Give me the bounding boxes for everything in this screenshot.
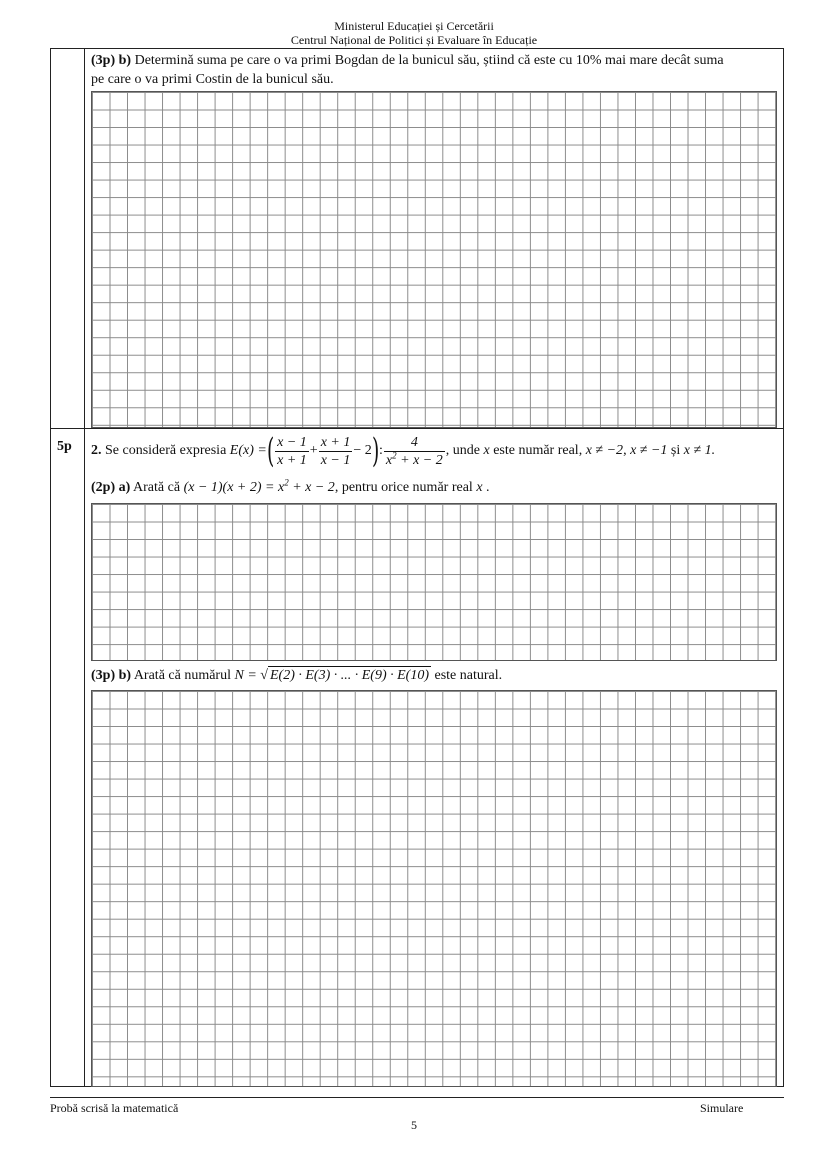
fraction-1-numerator: x − 1 <box>277 434 307 450</box>
q2a-text: Arată că <box>133 480 181 495</box>
q2-statement: 2. Se consideră expresia E(x) = ( $\frac{x - 1}{x + 1}$ + $\frac{x + 1}{x - 1}$ − 2 ) : $\frac{4}{x^2 + x - 2}$ , unde x este număr real, x ≠ −2 , x ≠ −1 și x ≠ 1. <box>91 431 716 471</box>
fraction-3 <box>384 434 445 469</box>
q2-condition-text: , unde <box>445 443 480 458</box>
q2a-var: x <box>476 480 483 495</box>
q1b-label: b) <box>118 53 132 68</box>
close-paren: ) <box>371 431 380 471</box>
q2-cond-1: x ≠ −2 <box>585 443 624 458</box>
q2-cond-and: și <box>670 443 681 458</box>
fraction-1 <box>275 434 309 469</box>
minus-two: − 2 <box>353 443 372 458</box>
q2b-points: (3p) <box>91 668 116 683</box>
q2b-n-eq: N = <box>234 668 257 683</box>
page-number: 5 <box>411 1118 417 1132</box>
fraction-1-denominator: x + 1 <box>277 452 307 468</box>
q2a-statement <box>91 479 490 497</box>
score-column-divider <box>84 48 85 1087</box>
q2a-label: a) <box>118 480 131 495</box>
fraction-3-base: x <box>385 452 393 468</box>
fraction-2 <box>319 434 353 469</box>
q1b-text-line2: pe care o va primi Costin de la bunicul său. <box>91 72 334 87</box>
sqrt-sign: √ <box>260 668 268 683</box>
q1b-points: (3p) <box>91 53 116 68</box>
q2-number: 2. <box>91 443 102 458</box>
fraction-2-denominator: x − 1 <box>320 452 351 468</box>
q2a-text-after: , pentru orice număr real <box>334 480 473 495</box>
fraction-3-rest: + x − 2 <box>400 452 443 468</box>
q2b-statement <box>91 666 502 685</box>
header-center: Centrul Național de Politici și Evaluare în Educație <box>290 33 538 47</box>
question-divider <box>50 428 784 429</box>
q2-expr-name: E(x) = <box>229 443 267 458</box>
footer-rule <box>50 1097 784 1098</box>
fraction-3-numerator: 4 <box>384 434 445 452</box>
fraction-3-denominator <box>384 449 445 469</box>
q1b-text-line1: Determină suma pe care o va primi Bogdan de la bunicul său, știind că este cu 10% mai mare decât suma <box>134 53 724 68</box>
q2-intro: Se consideră expresia <box>105 443 227 458</box>
q2a-identity-exponent: 2 <box>284 477 289 488</box>
q2b-label: b) <box>118 668 132 683</box>
q2-cond-2: x ≠ −1 <box>630 443 668 458</box>
divide-sign: : <box>379 443 383 458</box>
q2b-text: Arată că numărul <box>133 668 231 683</box>
q1b-answer-grid[interactable] <box>91 91 777 428</box>
q2-cond-3: x ≠ 1. <box>683 443 716 458</box>
fraction-3-exponent: 2 <box>392 449 397 460</box>
q2a-identity-right: + x − 2 <box>292 480 335 495</box>
header-ministry: Ministerul Educației și Cercetării <box>334 19 494 33</box>
q2a-end: . <box>486 480 490 495</box>
footer-simulation: Simulare <box>700 1101 744 1115</box>
q2a-points: (2p) <box>91 480 116 495</box>
q1b-statement <box>91 52 781 70</box>
fraction-2-numerator: x + 1 <box>320 434 351 450</box>
q2b-radicand: E(2) · E(3) · ... · E(9) · E(10) <box>269 668 429 683</box>
q2-condition-var: x <box>483 443 490 458</box>
q2-score: 5p <box>57 439 72 454</box>
plus-sign: + <box>309 443 318 458</box>
q2a-answer-grid[interactable] <box>91 503 777 661</box>
q2-condition-rest: este număr real, <box>493 443 583 458</box>
footer-exam-name: Probă scrisă la matematică <box>50 1101 179 1115</box>
q2b-text-after: este natural. <box>434 668 503 683</box>
open-paren: ( <box>266 431 275 471</box>
q2b-answer-grid[interactable] <box>91 690 777 1087</box>
q2a-identity-left: (x − 1)(x + 2) = x <box>183 480 285 495</box>
